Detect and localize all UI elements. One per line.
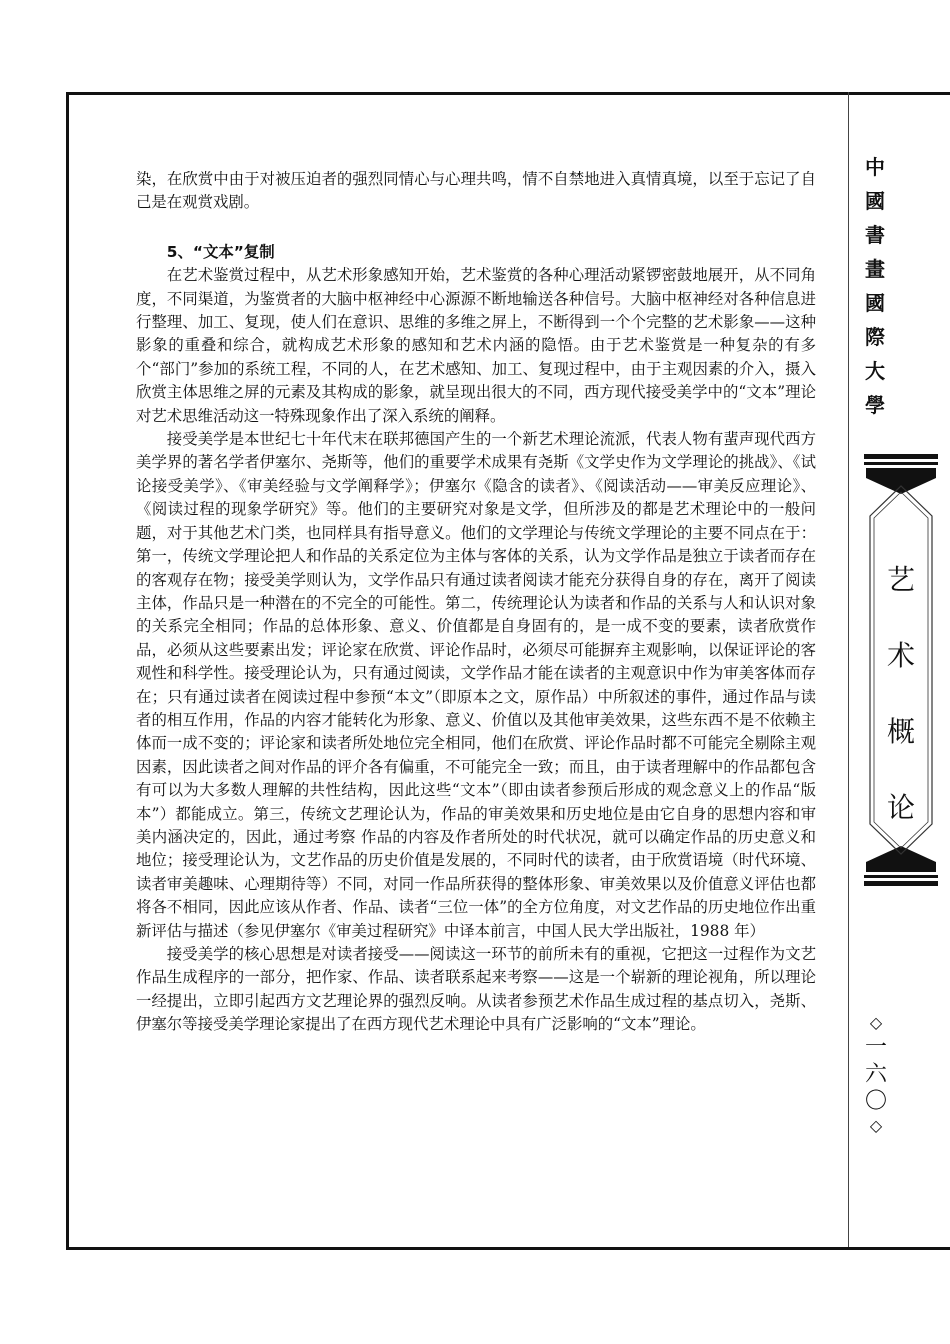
- book-title-char: 术: [886, 639, 915, 672]
- series-title-char: 中: [865, 155, 885, 179]
- section-heading: 5、“文本”复制: [166, 242, 275, 261]
- bottom-bar: [864, 881, 938, 886]
- series-title-char: 學: [865, 393, 885, 417]
- frame-bottom-rule: [66, 1247, 950, 1250]
- book-title-vertical: [864, 542, 938, 846]
- diamond-icon: ◇: [869, 1013, 883, 1032]
- paragraph-1: 在艺术鉴赏过程中，从艺术形象感知开始，艺术鉴赏的各种心理活动紧锣密鼓地展开，从不同角度，不同渠道，为鉴赏者的大脑中枢神经中心源源不断地输送各种信号。大脑中枢神经对各种信息进行整理、加工、复现，使人们在意识、思维的多维之屏上，不断得到一个个完整的艺术影象——这种影象的重叠和综合，就构成艺术形象的感知和艺术内涵的隐悟。由于艺术鉴赏是一种复杂的有多个“部门”参加的系统工程，不同的人，在艺术感知、加工、复现过程中，由于主观因素的介入，摄入欣赏主体思维之屏的元素及其构成的影象，就呈现出很大的不同，西方现代接受美学中的“文本”理论对艺术思维活动这一特殊现象作出了深入系统的阐释。: [136, 266, 816, 425]
- series-title-char: 際: [865, 325, 885, 349]
- series-title-char: 國: [865, 189, 885, 213]
- paragraph-3: 接受美学的核心思想是对读者接受——阅读这一环节的前所未有的重视，它把这一过程作为文艺作品生成程序的一部分，把作家、作品、读者联系起来考察——这是一个崭新的理论视角，所以理论一经提出，立即引起西方文艺理论界的强烈反响。从读者参预艺术作品生成过程的基点切入，尧斯、伊塞尔等接受美学理论家提出了在西方现代艺术理论中具有广泛影响的“文本”理论。: [136, 945, 816, 1034]
- frame-left-rule: [66, 92, 69, 1250]
- page-number-char: 六: [864, 1062, 887, 1087]
- paragraph-continued: 染，在欣赏中由于对被压迫者的强烈同情心与心理共鸣，情不自禁地进入真情真境，以至于忘记了自己是在观赏戏剧。: [136, 170, 816, 212]
- bottom-bar-thin: [864, 875, 938, 878]
- page-number-char: 〇: [864, 1089, 887, 1114]
- frame-top-rule: [66, 92, 950, 95]
- book-title-block: [864, 454, 938, 886]
- series-title-char: 大: [865, 359, 885, 383]
- book-title-char: 概: [886, 715, 915, 748]
- series-title-char: 書: [865, 223, 885, 247]
- diamond-icon: ◇: [869, 1116, 883, 1135]
- series-title-char: 畫: [865, 257, 885, 281]
- book-title-char: 艺: [886, 563, 915, 596]
- page-number-vertical: [862, 1012, 890, 1137]
- paragraph-2: 接受美学是本世纪七十年代末在联邦德国产生的一个新艺术理论流派，代表人物有蜚声现代西方美学界的著名学者伊塞尔、尧斯等，他们的重要学术成果有尧斯《文学史作为文学理论的挑战》、《试论接受美学》、《审美经验与文学阐释学》；伊塞尔《隐含的读者》、《阅读活动——审美反应理论》、《阅读过程的现象学研究》等。他们的主要研究对象是文学，但所涉及的都是艺术理论中的一般问题，对于其他艺术门类，也同样具有指导意义。他们的文学理论与传统文学理论的主要不同点在于：第一，传统文学理论把人和作品的关系定位为主体与客体的关系，认为文学作品是独立于读者而存在的客观存在物；接受美学则认为，文学作品只有通过读者阅读才能充分获得自身的存在，离开了阅读主体，作品只是一种潜在的不完全的可能性。第二，传统理论认为读者和作品的关系与人和认识对象的关系完全相同；作品的总体形象、意义、价值都是自身固有的，是一成不变的要素，读者欣赏作品，必须从这些要素出发；评论家在欣赏、评论作品时，必须尽可能摒弃主观影响，以保证评论的客观性和科学性。接受理论认为，只有通过阅读，文学作品才能在读者的主观意识中作为审美客体而存在；只有通过读者在阅读过程中参预“本文”（即原本之文，原作品）中所叙述的事件，通过作品与读者的相互作用，作品的内容才能转化为形象、意义、价值以及其他审美效果，这些东西不是不依赖主体而一成不变的；评论家和读者所处地位完全相同，他们在欣赏、评论作品时都不可能完全剔除主观因素，因此读者之间对作品的评介各有偏重，不可能完全一致；而且，由于读者理解中的作品都包含有可以为大多数人理解的共性结构，因此这些“文本”（即由读者参预后形成的观念意义上的作品“版本”）都能成立。第三，传统文艺理论认为，作品的审美效果和历史地位是由它自身的思想内容和审美内涵决定的，因此，通过考察 作品的内容及作者所处的时代状况，就可以确定作品的历史意义和地位；接受理论认为，文艺作品的历史价值是发展的，不同时代的读者，由于欣赏语境（时代环境、读者审美趣味、心理期待等）不同，对同一作品所获得的整体形象、审美效果以及价值意义评估也都将各不相同，因此应该从作者、作品、读者“三位一体”的全方位角度，对文艺作品的历史地位作出重新评估与描述（参见伊塞尔《审美过程研究》中译本前言，中国人民大学出版社，1988 年）: [136, 430, 816, 940]
- series-title-char: 國: [865, 291, 885, 315]
- frame-right-rule: [848, 92, 849, 1250]
- series-title-vertical: [862, 150, 888, 422]
- page-number-char: 一: [864, 1035, 887, 1060]
- book-title-char: 论: [886, 791, 915, 824]
- main-text-column: [136, 168, 816, 1037]
